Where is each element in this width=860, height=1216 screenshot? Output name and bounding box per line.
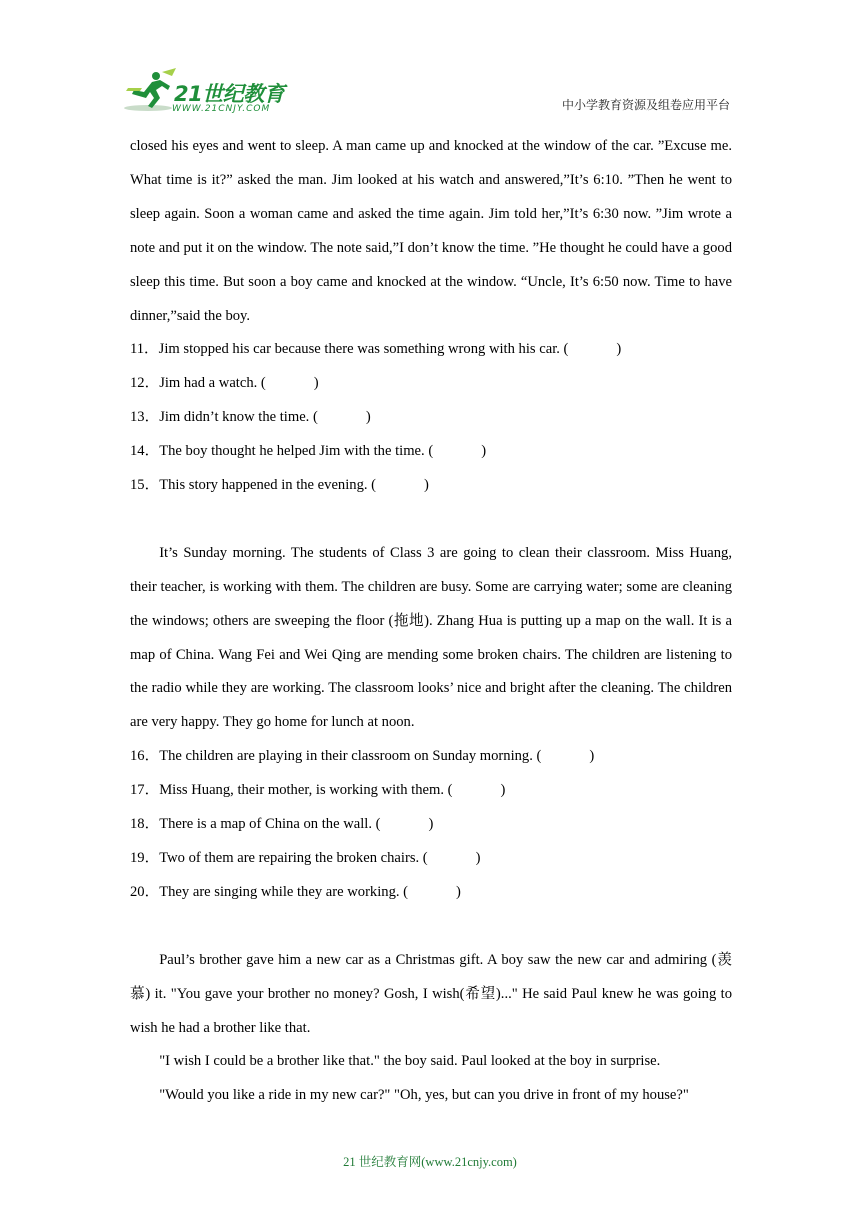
- question-close: ): [500, 782, 506, 799]
- question-number: 17．: [130, 782, 160, 799]
- question-16: [130, 740, 732, 774]
- page-footer: 21 世纪教育网(www.21cnjy.com): [343, 1155, 517, 1169]
- question-number: 19．: [130, 850, 160, 867]
- question-12: [130, 367, 732, 401]
- passage-3-para-1: Paul’s brother gave him a new car as a Christmas gift. A boy saw the new car and admiring (羡慕) it. "You gave your brother no money? Gosh, I wish(希望)..." He said Paul knew he was going to wish he had a brother like that.: [130, 951, 732, 1036]
- passage-1-text: closed his eyes and went to sleep. A man came up and knocked at the window of the car. ”Excuse me. What time is it?” asked the man. Jim looked at his watch and answered,”It’s 6:10. ”Then he went to sleep again. Soon a woman came and asked the time again. Jim told her,”It’s 6:30 now. ”Jim wrote a note and put it on the window. The note said,”I don’t know the time. ”He thought he could have a good sleep this time. But soon a boy came and knocked at the window. “Uncle, It’s 6:50 now. Time to have dinner,”said the boy.: [130, 138, 732, 324]
- question-19: [130, 842, 732, 876]
- question-text: They are singing while they are working. (: [159, 883, 409, 900]
- question-close: ): [428, 816, 434, 833]
- question-text: Jim stopped his car because there was something wrong with his car. (: [158, 341, 569, 358]
- question-15: [130, 469, 732, 503]
- question-close: ): [481, 443, 487, 460]
- logo-url: WWW.21CNJY.COM: [172, 104, 271, 114]
- question-number: 18．: [130, 816, 160, 833]
- spacer: [130, 910, 732, 944]
- question-text: There is a map of China on the wall. (: [159, 816, 381, 833]
- platform-label: 中小学教育资源及组卷应用平台: [561, 98, 730, 112]
- question-close: ): [424, 477, 429, 494]
- logo: [122, 68, 292, 116]
- logo-text: 21世纪教育: [174, 82, 285, 106]
- question-number: 20．: [130, 883, 160, 900]
- question-close: ): [475, 850, 481, 867]
- question-text: The children are playing in their classroom on Sunday morning. (: [159, 748, 542, 765]
- question-close: ): [456, 883, 461, 900]
- question-number: 16．: [130, 748, 160, 765]
- question-number: 12．: [130, 375, 160, 392]
- question-number: 11．: [130, 341, 159, 358]
- question-number: 15．: [130, 477, 160, 494]
- runner-logo-icon: [122, 68, 178, 114]
- question-text: Miss Huang, their mother, is working with them. (: [159, 782, 453, 799]
- question-text: This story happened in the evening. (: [159, 477, 377, 494]
- question-text: Jim had a watch. (: [159, 375, 266, 392]
- question-17: [130, 774, 732, 808]
- question-close: ): [589, 748, 595, 765]
- question-close: ): [313, 375, 319, 392]
- question-18: [130, 808, 732, 842]
- question-text: The boy thought he helped Jim with the time. (: [159, 443, 434, 460]
- question-13: [130, 401, 732, 435]
- question-number: 13．: [130, 409, 160, 426]
- question-11: [130, 333, 732, 367]
- question-number: 14．: [130, 443, 160, 460]
- question-14: [130, 435, 732, 469]
- question-text: Two of them are repairing the broken chairs. (: [159, 850, 428, 867]
- passage-3-para-3: "Would you like a ride in my new car?" "Oh, yes, but can you drive in front of my house?": [159, 1087, 689, 1104]
- question-close: ): [616, 341, 622, 358]
- question-20: [130, 876, 732, 910]
- question-text: Jim didn’t know the time. (: [159, 409, 318, 426]
- page-header: [0, 0, 860, 120]
- document-body: [130, 130, 732, 1113]
- question-close: ): [365, 409, 371, 426]
- spacer: [130, 503, 732, 537]
- passage-2-text: It’s Sunday morning. The students of Class 3 are going to clean their classroom. Miss Huang, their teacher, is working with them. The children are busy. Some are carrying water; some are cleaning the windows; others are sweeping the floor (拖地). Zhang Hua is putting up a map on the wall. It is a map of China. Wang Fei and Wei Qing are mending some broken chairs. The children are listening to the radio while they are working. The classroom looks’ nice and bright after the cleaning. The children are very happy. They go home for lunch at noon.: [130, 544, 732, 731]
- passage-3-para-2: "I wish I could be a brother like that." the boy said. Paul looked at the boy in surprise.: [159, 1053, 661, 1070]
